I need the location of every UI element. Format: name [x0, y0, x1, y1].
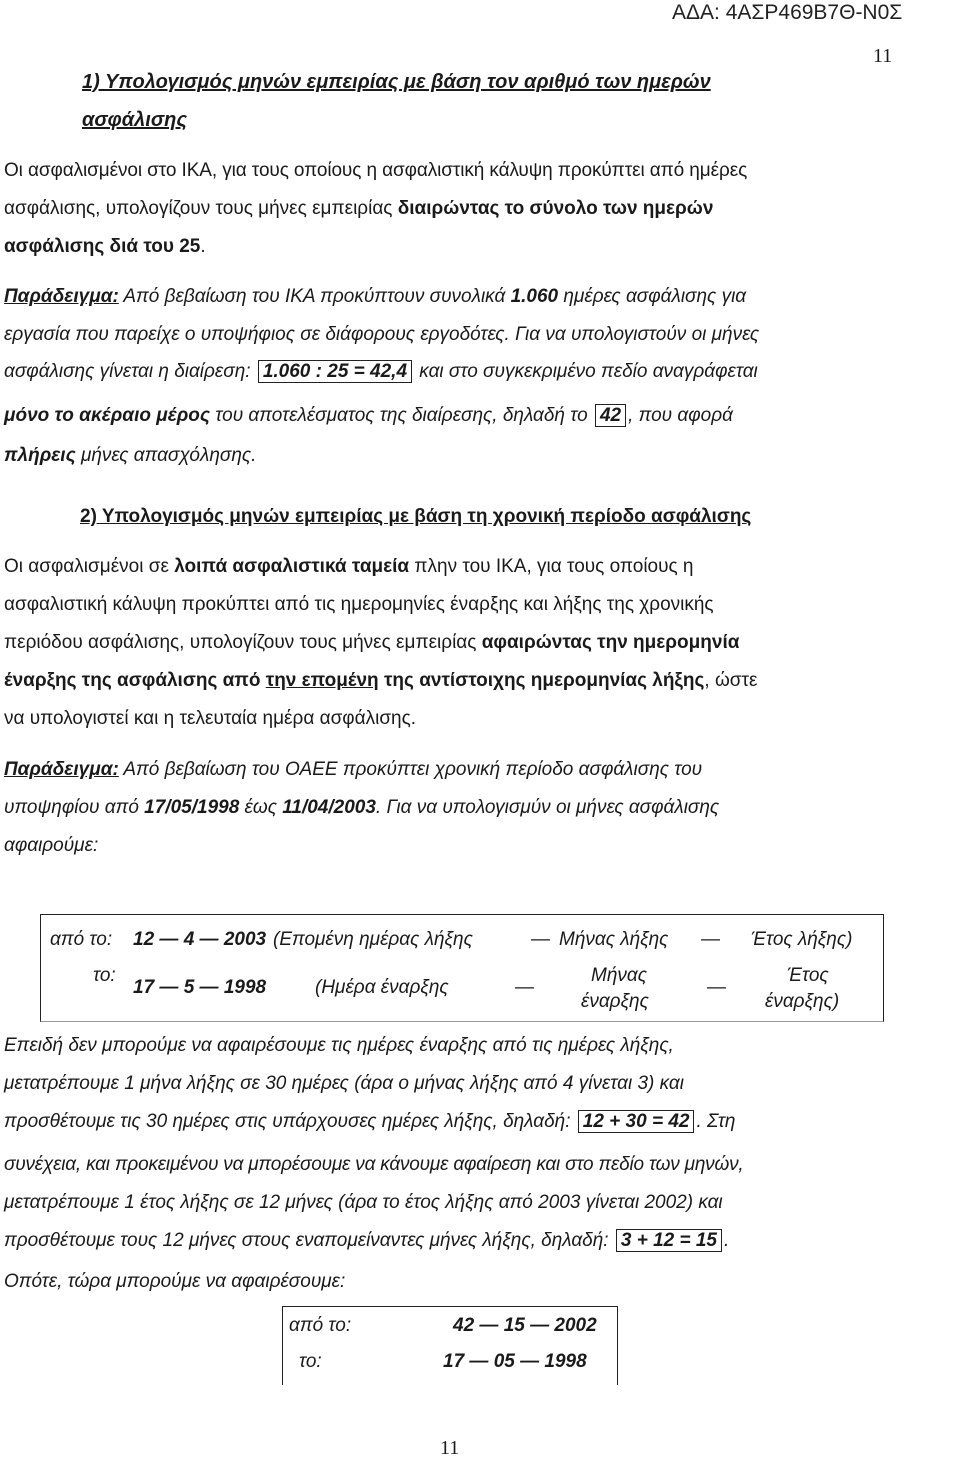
- s1-emphasis: ασφάλισης διά του 25: [4, 236, 201, 257]
- division-box: 1.060 : 25 = 42,4: [258, 360, 412, 383]
- t1-r1-dash: —: [531, 929, 550, 950]
- s1-example-line3: [4, 360, 758, 384]
- section1-heading-line2: ασφάλισης: [82, 109, 187, 131]
- t1-r2-year-1: Έτος: [787, 965, 829, 986]
- s1-text: ασφάλισης γίνεται η διαίρεση:: [4, 361, 256, 382]
- s1-emphasis: 1.060: [510, 286, 559, 307]
- s3-line5: μετατρέπουμε 1 έτος λήξης σε 12 μήνες (άρα το έτος λήξης από 2003 γίνεται 2002) και: [4, 1192, 723, 1213]
- t1-r1-year: Έτος λήξης): [751, 929, 853, 950]
- s2-emphasis-underlined: την επομένη: [265, 670, 379, 691]
- s1-example-line1: [4, 285, 746, 309]
- example-label: Παράδειγμα:: [4, 286, 119, 307]
- t1-r2-year-2: έναρξης): [765, 991, 840, 1012]
- page-number-top: 11: [873, 45, 893, 67]
- s2-example-line1: [4, 758, 702, 782]
- s3-text: προσθέτουμε τους 12 μήνες στους εναπομείναντες μήνες λήξης, δηλαδή:: [4, 1230, 614, 1251]
- s1-text: ημέρες ασφάλισης για: [558, 286, 747, 307]
- section2-heading: 2) Υπολογισμός μηνών εμπειρίας με βάση τη χρονική περίοδο ασφάλισης: [80, 506, 752, 527]
- s2-emphasis: λοιπά ασφαλιστικά ταμεία: [174, 556, 410, 577]
- section1-heading-text: 1) Υπολογισμός μηνών εμπειρίας με βάση τον αριθμό των ημερών: [82, 71, 711, 93]
- s1-text: και στο συγκεκριμένο πεδίο αναγράφεται: [414, 361, 758, 382]
- s3-text: .: [724, 1230, 730, 1251]
- t1-r1-dash: —: [701, 929, 720, 950]
- t1-r1-label: από το:: [50, 929, 113, 950]
- s1-emphasis: πλήρεις: [4, 445, 76, 466]
- s3-text: . Στη: [696, 1111, 736, 1132]
- s2-paragraph-line1: [4, 555, 694, 579]
- s2-emphasis: έναρξης της ασφάλισης από: [4, 670, 266, 691]
- s1-example-line5: [4, 444, 256, 468]
- start-date: 17/05/1998: [144, 797, 240, 818]
- ada-code: ΑΔΑ: 4ΑΣΡ469Β7Θ-Ν0Σ: [672, 1, 903, 24]
- page-number-bottom: 11: [440, 1437, 460, 1459]
- days-sum-box: 12 + 30 = 42: [578, 1110, 695, 1133]
- t1-r1-desc: (Επομένη ημέρας λήξης: [273, 929, 473, 950]
- s2-text: Οι ασφαλισμένοι σε: [4, 556, 175, 577]
- s1-text: .: [200, 236, 206, 257]
- months-sum-box: 3 + 12 = 15: [616, 1229, 722, 1252]
- s1-emphasis: μόνο το ακέραιο μέρος: [4, 405, 211, 426]
- t1-r1-month: Μήνας λήξης: [559, 929, 669, 950]
- section1-heading-line1: [82, 69, 874, 95]
- s2-example-line3: αφαιρούμε:: [4, 835, 99, 856]
- calc-table-1: [40, 914, 884, 1022]
- s3-text: προσθέτουμε τις 30 ημέρες στις υπάρχουσες ημέρες λήξης, δηλαδή:: [4, 1111, 576, 1132]
- s1-paragraph-line1: Οι ασφαλισμένοι στο ΙΚΑ, για τους οποίους η ασφαλιστική κάλυψη προκύπτει από ημέρες: [4, 160, 748, 181]
- s2-emphasis: της αντίστοιχης ημερομηνίας λήξης: [378, 670, 705, 691]
- t1-r1-value: 12 — 4 — 2003: [133, 929, 267, 950]
- result-box: 42: [595, 404, 626, 427]
- end-date: 11/04/2003: [282, 797, 376, 818]
- s2-paragraph-line4: [4, 669, 758, 693]
- s2-example-line2: [4, 796, 719, 820]
- t1-r2-desc: (Ημέρα έναρξης: [315, 977, 449, 998]
- s1-text: μήνες απασχόλησης.: [75, 445, 257, 466]
- s1-example-line4: [4, 404, 733, 428]
- t1-r2-value: 17 — 5 — 1998: [133, 977, 267, 998]
- example-label: Παράδειγμα:: [4, 759, 119, 780]
- s1-text: ασφάλισης, υπολογίζουν τους μήνες εμπειρίας: [4, 198, 398, 219]
- t1-r2-label: το:: [93, 965, 116, 986]
- s2-text: περιόδου ασφάλισης, υπολογίζουν τους μήνες εμπειρίας: [4, 632, 482, 653]
- t2-r1-label: από το:: [289, 1315, 352, 1336]
- s1-text: Από βεβαίωση του ΙΚΑ προκύπτουν συνολικά: [118, 286, 511, 307]
- t1-r2-dash: —: [707, 977, 726, 998]
- s2-text: έως: [239, 797, 283, 818]
- s2-text: πλην του ΙΚΑ, για τους οποίους η: [409, 556, 694, 577]
- s2-emphasis: αφαιρώντας την ημερομηνία: [481, 632, 740, 653]
- t1-r2-dash: —: [515, 977, 534, 998]
- s1-paragraph-line3: [4, 235, 206, 259]
- t1-r2-month-2: έναρξης: [581, 991, 649, 1012]
- t2-r2-value: 17 — 05 — 1998: [443, 1351, 587, 1372]
- s3-line2: μετατρέπουμε 1 μήνα λήξης σε 30 ημέρες (άρα ο μήνας λήξης από 4 γίνεται 3) και: [4, 1073, 684, 1094]
- s3-line3: [4, 1110, 735, 1134]
- s1-text: του αποτελέσματος της διαίρεσης, δηλαδή το: [210, 405, 593, 426]
- s2-text: . Για να υπολογισμύν οι μήνες ασφάλισης: [375, 797, 720, 818]
- s3-line7: Οπότε, τώρα μπορούμε να αφαιρέσουμε:: [4, 1271, 346, 1292]
- s2-paragraph-line3: [4, 631, 739, 655]
- t2-r1-value: 42 — 15 — 2002: [453, 1315, 597, 1336]
- s2-paragraph-line5: να υπολογιστεί και η τελευταία ημέρα ασφάλισης.: [4, 708, 417, 729]
- s1-example-line2: εργασία που παρείχε ο υποψήφιος σε διάφορους εργοδότες. Για να υπολογιστούν οι μήνες: [4, 324, 760, 345]
- s1-text: , που αφορά: [628, 405, 733, 426]
- s2-text: Από βεβαίωση του ΟΑΕΕ προκύπτει χρονική περίοδο ασφάλισης του: [118, 759, 703, 780]
- t1-r2-month-1: Μήνας: [591, 965, 647, 986]
- t2-r2-label: το:: [299, 1351, 322, 1372]
- s3-line1: Επειδή δεν μπορούμε να αφαιρέσουμε τις ημέρες έναρξης από τις ημέρες λήξης,: [4, 1035, 674, 1056]
- s2-text: υποψηφίου από: [4, 797, 145, 818]
- s3-line4: συνέχεια, και προκειμένου να μπορέσουμε να κάνουμε αφαίρεση και στο πεδίο των μηνών,: [4, 1154, 744, 1175]
- calc-table-2: [282, 1306, 618, 1385]
- s1-paragraph-line2: [4, 197, 713, 221]
- s2-text: , ώστε: [704, 670, 758, 691]
- s1-emphasis: διαιρώντας το σύνολο των ημερών: [397, 198, 714, 219]
- s2-paragraph-line2: ασφαλιστική κάλυψη προκύπτει από τις ημερομηνίες έναρξης και λήξης της χρονικής: [4, 594, 714, 615]
- s3-line6: [4, 1229, 729, 1253]
